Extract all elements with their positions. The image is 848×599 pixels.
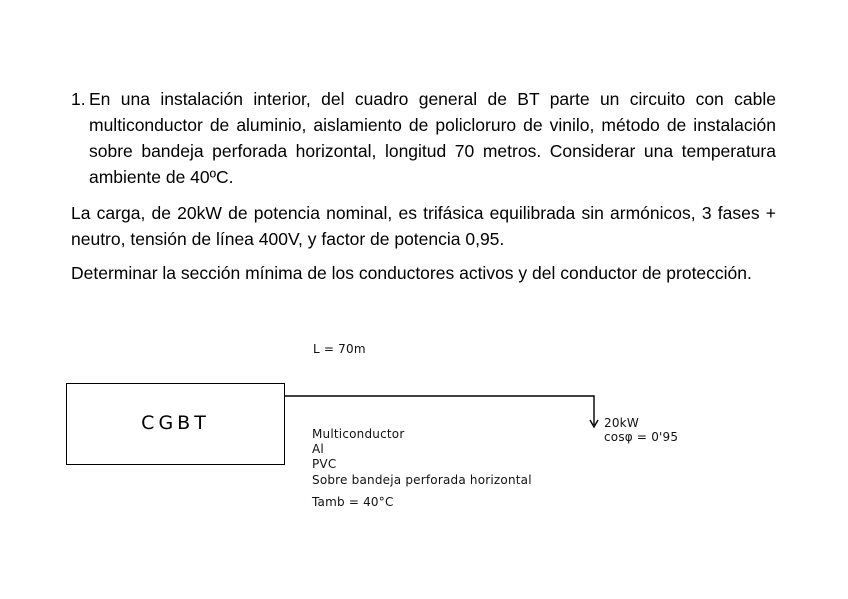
load-power-label: 20kW (604, 416, 639, 430)
task-description: Determinar la sección mínima de los conductores activos y del conductor de protección. (71, 263, 752, 283)
power-factor-label: cosφ = 0'95 (604, 430, 679, 444)
problem-number: 1. (71, 89, 86, 109)
cable-material-label: Al (312, 442, 324, 456)
cable-type-label: Multiconductor (312, 427, 405, 441)
cable-insulation-label: PVC (312, 457, 337, 471)
load-description: La carga, de 20kW de potencia nominal, es trifásica equilibrada sin armónicos, 3 fases + neutro, tensión de línea 400V, y factor de potencia 0,95. (71, 203, 776, 249)
ambient-temperature-label: Tamb = 40°C (312, 495, 394, 509)
cgbt-label: CGBT (141, 412, 210, 434)
problem-statement-text: En una instalación interior, del cuadro general de BT parte un circuito con cable multiconductor de aluminio, aislamiento de policloruro de vinilo, método de instalación sobre bandeja perforada horizontal, longitud 70 metros. Considerar una temperatura ambiente de 40ºC. (89, 89, 776, 187)
length-label: L = 70m (313, 342, 366, 356)
installation-method-label: Sobre bandeja perforada horizontal (312, 473, 532, 487)
